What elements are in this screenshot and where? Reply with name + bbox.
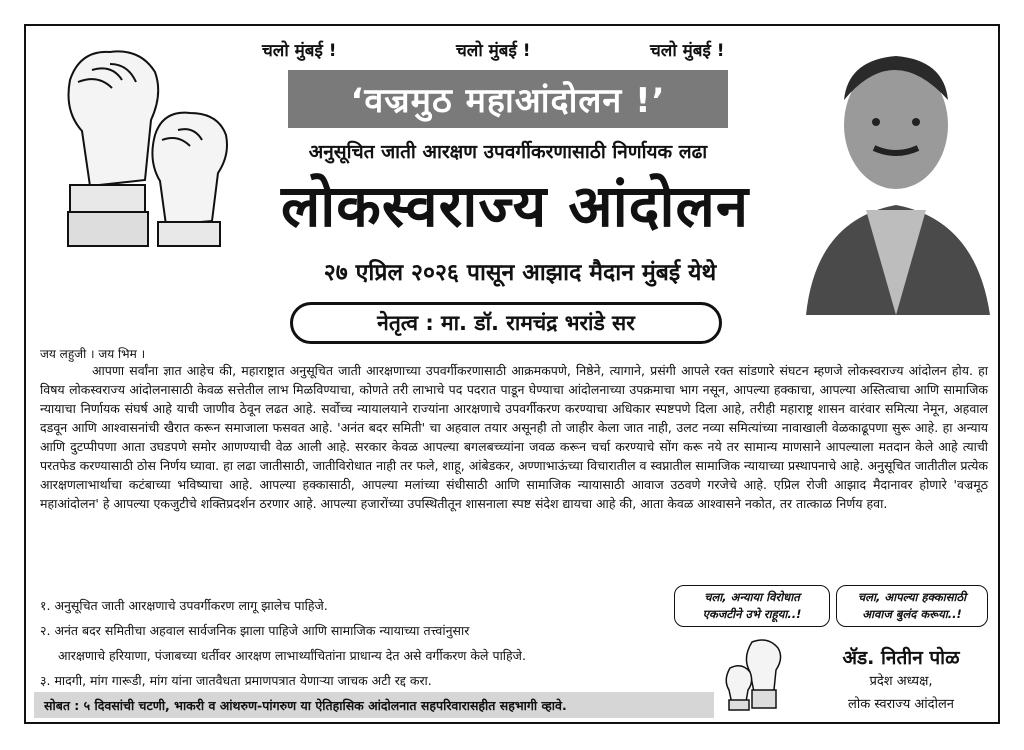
dateline: २७ एप्रिल २०२६ पासून आझाद मैदान मुंबई येथे xyxy=(323,260,717,286)
demand-item-3: ३. मादगी, मांग गारूडी, मांग यांना जातवैधता प्रमाणपत्रात येणाऱ्या जाचक अटी रद्द करा. xyxy=(40,673,432,688)
chant-text-3: चलो मुंबई ! xyxy=(650,41,725,61)
small-raised-fists-icon xyxy=(722,632,802,712)
subtitle: अनुसूचित जाती आरक्षण उपवर्गीकरणासाठी निर्णायक लढा xyxy=(308,141,708,163)
demand-item-2-continued: आरक्षणाचे हरियाणा, पंजाबच्या धर्तीवर आरक्षण लाभार्थ्यांचितांना प्राधान्य देत असे वर्गीकरण केले पाहिजे. xyxy=(58,648,526,663)
raised-fists-icon xyxy=(40,40,230,250)
slogan-bubble-2 xyxy=(836,585,988,627)
main-title-banner xyxy=(288,70,728,128)
leadership-text: नेतृत्व : मा. डॉ. रामचंद्र भरांडे सर xyxy=(377,311,635,335)
signatory-organization: लोक स्वराज्य आंदोलन xyxy=(848,697,954,712)
chant-text-1: चलो मुंबई ! xyxy=(262,41,337,61)
slogan-bubble-1-line2: एकजटीने उभे राहूया..! xyxy=(702,607,802,621)
leader-portrait xyxy=(796,30,994,315)
signatory-name: ॲड. नितीन पोळ xyxy=(842,647,960,669)
slogan-bubble-2-line1: चला, आपल्या हक्कासाठी xyxy=(857,590,967,604)
footer-text: सोबत : ५ दिवसांची चटणी, भाकरी व आंथरुण-पांगरुण या ऐतिहासिक आंदोलनात सहपरिवारासहीत सहभागी व्हावे. xyxy=(44,697,567,713)
slogan-bubble-1-line1: चला, अन्याया विरोधात xyxy=(704,590,800,604)
main-title: ‘वज्रमुठ महाआंदोलन !’ xyxy=(350,81,666,121)
signatory-role: प्रदेश अध्यक्ष, xyxy=(869,674,933,689)
demands-list xyxy=(40,593,660,693)
demand-item-2: २. अनंत बदर समितीचा अहवाल सार्वजनिक झाला पाहिजे आणि सामाजिक न्यायाच्या तत्त्वांनुसार xyxy=(40,623,470,638)
chant-text-2: चलो मुंबई ! xyxy=(456,41,531,61)
demand-item-1: १. अनुसूचित जाती आरक्षणाचे उपवर्गीकरण लागू झालेच पाहिजे. xyxy=(40,598,328,613)
headline: लोकस्वराज्य आंदोलन xyxy=(280,172,750,240)
footer-note xyxy=(34,692,714,718)
slogan-bubble-1 xyxy=(674,585,830,627)
greeting: जय लहुजी । जय भिम । xyxy=(40,347,146,361)
slogan-bubble-2-line2: आवाज बुलंद करूया..! xyxy=(862,607,962,621)
leadership-pill xyxy=(290,302,722,344)
body-paragraph: आपणा सर्वांना ज्ञात आहेच की, महाराष्ट्रात अनुसूचित जाती आरक्षणाच्या उपवर्गीकरणासाठी आक्रमकपणे, निष्ठेने, त्यागाने, प्रसंगी आपले रक्त सांडणारे संघटन म्हणजे लोकस्वराज्य आंदोलन होय. हा विषय लोकस्वराज्य आंदोलनासाठी केवळ सत्तेतील लाभ मिळविण्याचा, कोणते तरी लाभाचे पद पदरात पाडून घेण्याचा आंदोलनाच्या उपक्रमाचा भाग नसून, आपल्या हक्काचा, आपल्या अस्तित्वाचा आणि सामाजिक न्यायाचा निर्णायक संघर्ष आहे याची जाणीव ठेवून लढत आहे. सर्वोच्च न्यायालयाने राज्यांना आरक्षणाचे उपवर्गीकरण करण्याचा अधिकार स्पष्टपणे दिला आहे, तरीही महाराष्ट्र शासन वारंवार समित्या नेमून, अहवाल दडवून आणि आश्वासनांची खैरात करून समाजाला फसवत आहे. 'अनंत बदर समिती' चा अहवाल तयार असूनही तो जाहीर केला जात नाही, उलट नव्या समित्यांच्या नावाखाली वेळकाढूपणा सुरू आहे. हा अन्याय आणि दुटप्पीपणा आता उघडपणे समोर आणण्याची वेळ आली आहे. सरकार केवळ आपल्या बगलबच्च्यांना जवळ करून चर्चा करण्याचे सोंग करू नये तर सामान्य माणसाने आपल्याला मतदान केले आहे त्याची परतफेड करण्यासाठी ठोस निर्णय घ्यावा. हा लढा जातीसाठी, जातीविरोधात नाही तर फले, शाहू, आंबेडकर, अण्णाभाऊंच्या विचारातील व स्वप्नातील सामाजिक न्यायाच्या प्रस्थापनाचे आहे. अनुसूचित जातीतील प्रत्येक आरक्षणलाभार्थाचा कटंबाच्या भविष्याचा आहे. आपल्या हक्कासाठी, आपल्या मलांच्या संधीसाठी आणि सामाजिक न्यायासाठी आवाज उठवणे गरजेचे आहे. एप्रिल रोजी आझाद मैदानावर होणारे 'वज्रमूठ महाआंदोलन' हे आपल्या एकजुटीचे शक्तिप्रदर्शन ठरणार आहे. आपल्या हजारोंच्या उपस्थितीतून शासनाला स्पष्ट संदेश द्यायचा आहे की, आता केवळ आश्वासने नकोत, तर तात्काळ निर्णय हवा. xyxy=(40,363,988,511)
